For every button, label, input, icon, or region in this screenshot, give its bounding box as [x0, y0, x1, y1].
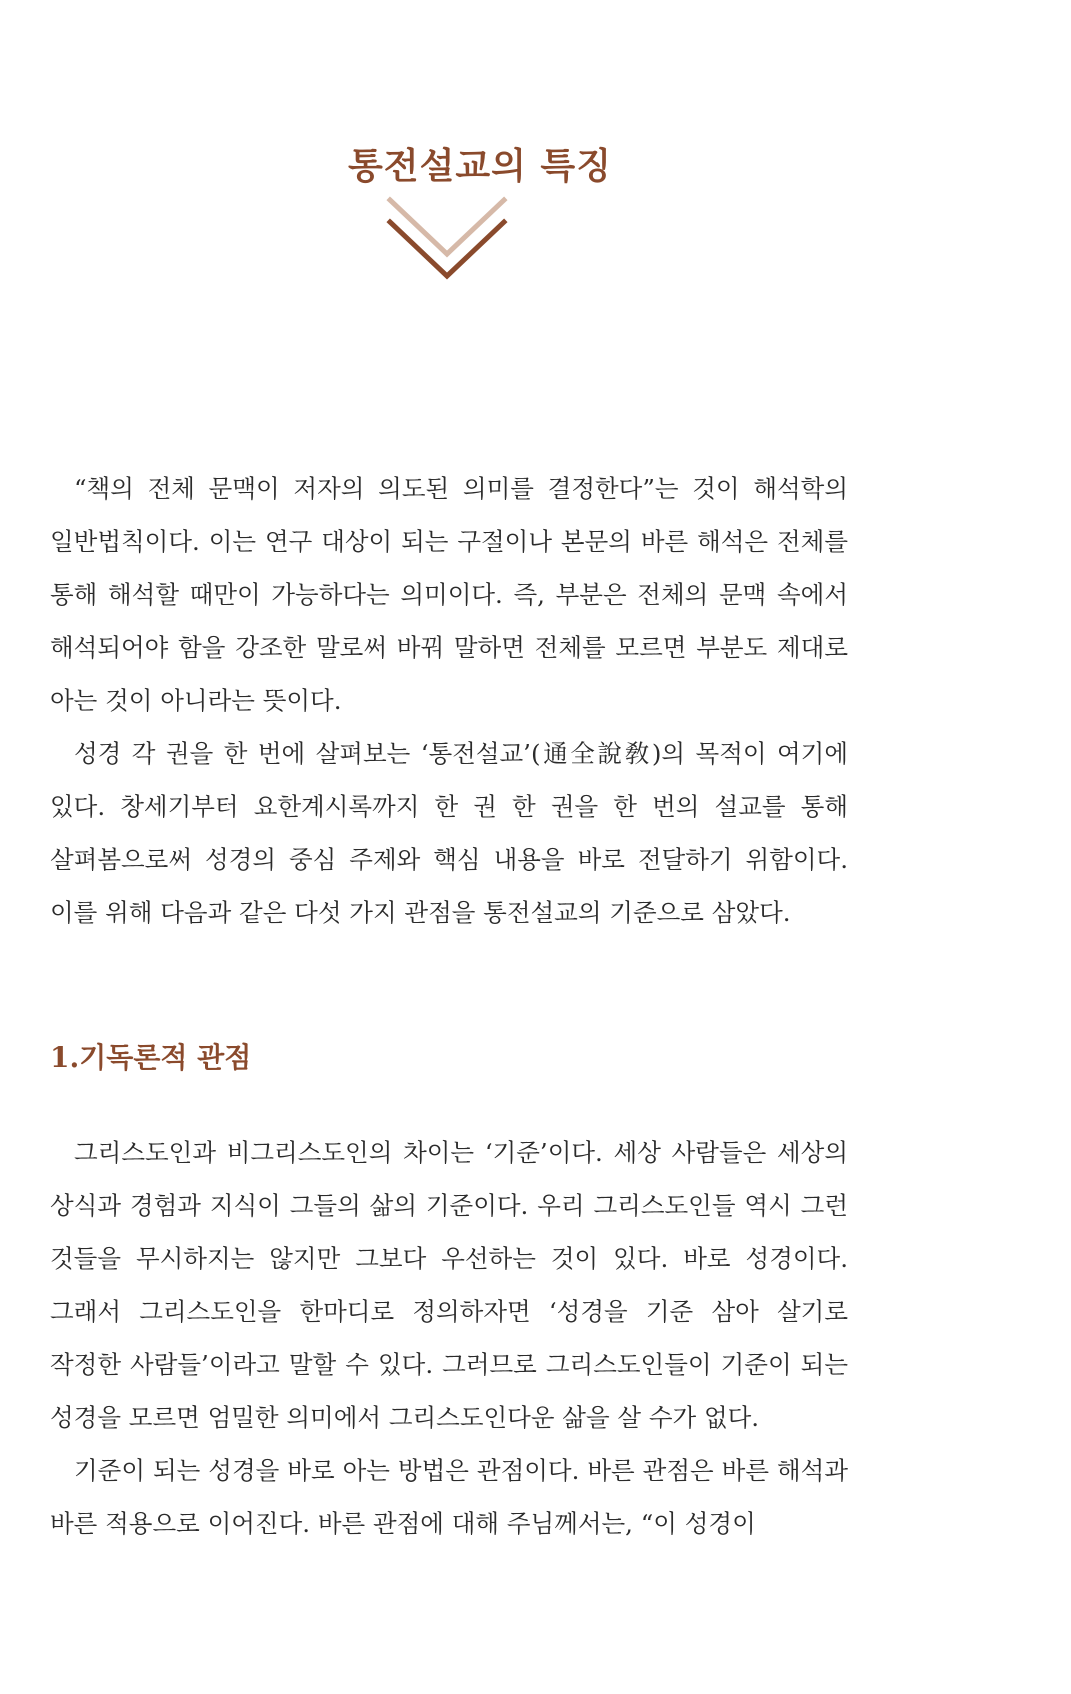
intro-paragraph-1: “책의 전체 문맥이 저자의 의도된 의미를 결정한다”는 것이 해석학의 일반법칙이다. 이는 연구 대상이 되는 구절이나 본문의 바른 해석은 전체를 통해 해석할 때만이 가능하다는 의미이다. 즉, 부분은 전체의 문맥 속에서 해석되어야 함을 강조한 말로써 바꿔 말하면 전체를 모르면 부분도 제대로 아는 것이 아니라는 뜻이다. [50, 474, 848, 715]
section-heading-christological: 1.기독론적 관점 [50, 1041, 252, 1074]
double-chevron-down-icon [386, 196, 508, 282]
section-1-paragraph-2: 기준이 되는 성경을 바로 아는 방법은 관점이다. 바른 관점은 바른 해석과 바른 적용으로 이어진다. 바른 관점에 대해 주님께서는, “이 성경이 [50, 1456, 848, 1538]
section-1-paragraph-1: 그리스도인과 비그리스도인의 차이는 ‘기준’이다. 세상 사람들은 세상의 상식과 경험과 지식이 그들의 삶의 기준이다. 우리 그리스도인들 역시 그런 것들을 무시하지는 않지만 그보다 우선하는 것이 있다. 바로 성경이다. 그래서 그리스도인을 한마디로 정의하자면 ‘성경을 기준 삼아 살기로 작정한 사람들’이라고 말할 수 있다. 그러므로 그리스도인들이 기준이 되는 성경을 모르면 엄밀한 의미에서 그리스도인다운 삶을 살 수가 없다. [50, 1138, 848, 1432]
chevron-upper [390, 200, 504, 254]
intro-paragraph-2: 성경 각 권을 한 번에 살펴보는 ‘통전설교’(通全說敎)의 목적이 여기에 있다. 창세기부터 요한계시록까지 한 권 한 권을 한 번의 설교를 통해 살펴봄으로써 성경의 중심 주제와 핵심 내용을 바로 전달하기 위함이다. 이를 위해 다음과 같은 다섯 가지 관점을 통전설교의 기준으로 삼았다. [50, 739, 848, 927]
section-1-text [50, 1126, 848, 1550]
chapter-title: 통전설교의 특징 [348, 145, 612, 187]
chevron-lower [390, 222, 504, 276]
intro-text [50, 462, 848, 939]
